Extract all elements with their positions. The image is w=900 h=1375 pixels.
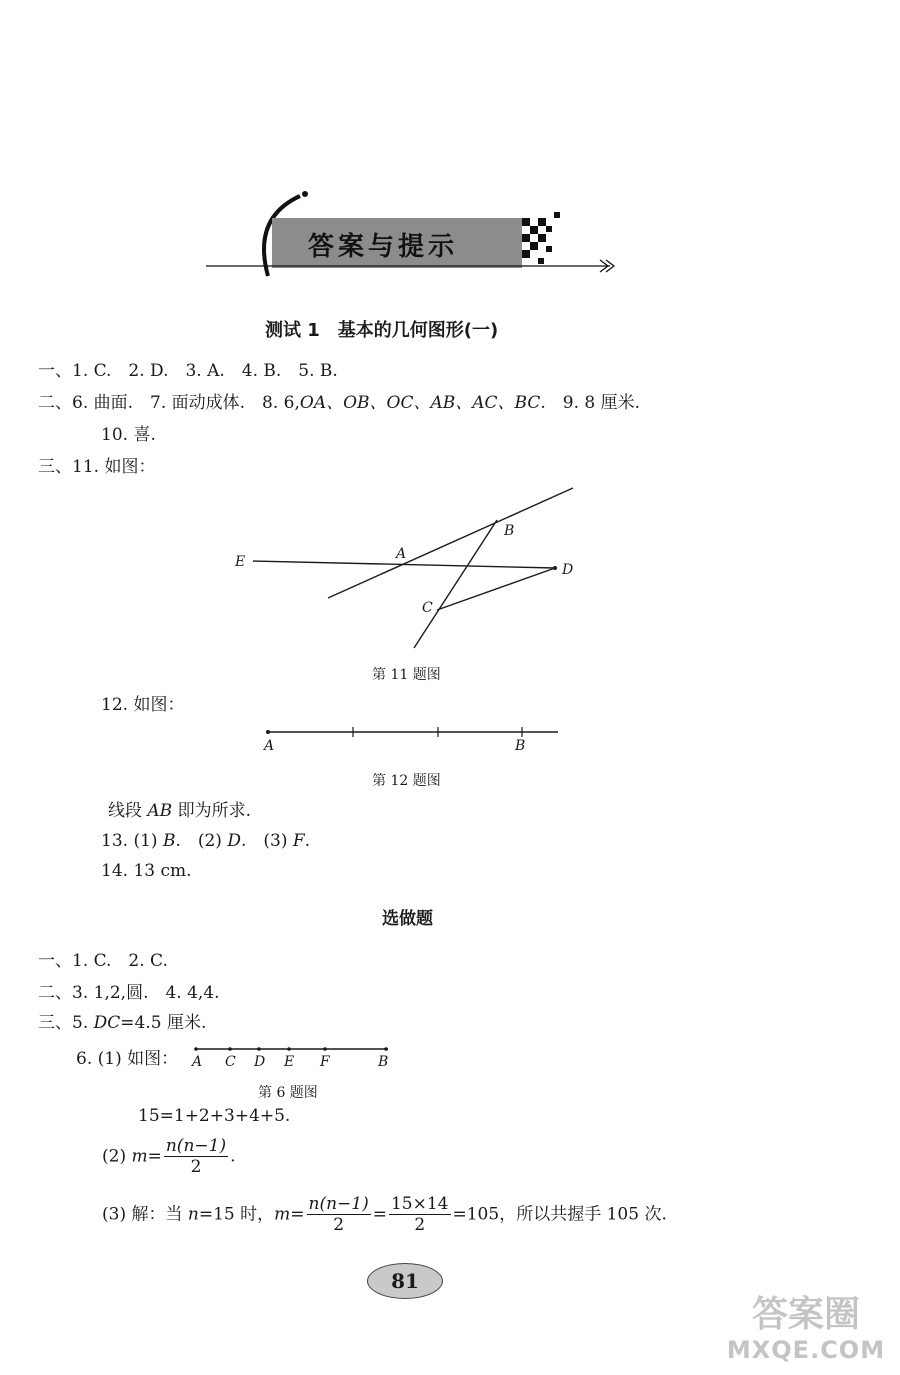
formula-line-2	[102, 1136, 236, 1186]
formula-3-numerator-general: n(n−1)	[308, 1194, 369, 1214]
handshake-sum: 15=1+2+3+4+5.	[138, 1106, 291, 1126]
fig12-label-b: B	[515, 738, 526, 754]
optional-title: 选做题	[382, 909, 433, 929]
figure-6-caption: 第 6 题图	[258, 1085, 318, 1101]
banner-title: 答案与提示	[308, 232, 459, 262]
answer-13-part-3-label: . (3)	[240, 831, 293, 851]
figure-11-caption: 第 11 题图	[372, 667, 441, 683]
answer-2-segments: OA、OB、OC、AB、AC、BC	[299, 393, 541, 413]
formula-3-equals-1: =	[290, 1204, 305, 1225]
fig6-label-a: A	[192, 1054, 203, 1070]
answer-line-10: 10. 喜.	[101, 425, 156, 445]
fig6-label-e: E	[284, 1054, 295, 1070]
formula-3-numerator-value: 15×14	[390, 1194, 449, 1214]
section-title: 测试 1 基本的几何图形(一)	[265, 320, 499, 341]
fig11-label-a: A	[396, 546, 407, 562]
fig6-label-b: B	[378, 1054, 389, 1070]
formula-line-3	[102, 1194, 667, 1244]
segment-c-d	[437, 568, 555, 610]
watermark	[716, 1294, 896, 1370]
formula-2-label: (2)	[102, 1146, 132, 1167]
formula-3-label: (3) 解：当	[102, 1204, 188, 1225]
formula-3-mid: =15 时，	[198, 1204, 275, 1225]
fig11-label-d: D	[562, 562, 574, 578]
watermark-url: MXQE.COM	[726, 1336, 886, 1364]
formula-2-variable: m	[131, 1146, 148, 1167]
answer-line-12: 12. 如图：	[101, 695, 185, 715]
optional-line-3	[38, 1012, 206, 1034]
answer-line-13	[101, 830, 310, 852]
formula-2-end: .	[230, 1146, 236, 1167]
figure-11	[225, 482, 585, 652]
formula-3-fraction-general	[307, 1194, 371, 1235]
answer-12-segment: AB	[147, 801, 173, 821]
line-through-b-c	[414, 520, 497, 648]
optional-3-prefix: 三、5.	[38, 1013, 94, 1033]
formula-3-fraction-value	[389, 1194, 451, 1235]
formula-3-result: =105，所以共握手 105 次.	[452, 1204, 667, 1225]
formula-2-fraction	[164, 1136, 228, 1177]
answer-line-14: 14. 13 cm.	[101, 861, 192, 881]
answer-line-11: 三、11. 如图：	[38, 457, 156, 477]
answer-line-1: 一、1. C. 2. D. 3. A. 4. B. 5. B.	[38, 361, 338, 381]
answer-12-prefix: 线段	[108, 801, 148, 821]
figure-6	[188, 1040, 398, 1070]
answer-13-part-1-value: B	[162, 831, 176, 851]
fig11-label-e: E	[235, 554, 246, 570]
fig6-label-c: C	[225, 1054, 236, 1070]
answer-13-part-3-value: F	[292, 831, 305, 851]
answer-line-2	[38, 392, 640, 414]
answer-13-end: .	[304, 831, 311, 851]
fig11-label-b: B	[504, 523, 515, 539]
optional-line-1: 一、1. C. 2. C.	[38, 951, 168, 971]
formula-3-denominator-value: 2	[414, 1215, 426, 1235]
answer-12-suffix: 即为所求.	[172, 801, 251, 821]
answer-12-conclusion	[108, 800, 251, 822]
line-e-d	[253, 561, 555, 568]
answer-2-suffix: . 9. 8 厘米.	[540, 393, 641, 413]
formula-3-equals-2: =	[372, 1204, 387, 1225]
optional-line-6: 6. (1) 如图：	[76, 1049, 179, 1069]
formula-2-numerator: n(n−1)	[165, 1136, 227, 1156]
answer-13-part-1-label: 13. (1)	[101, 831, 163, 851]
figure-12-caption: 第 12 题图	[372, 773, 441, 789]
page-number-badge	[367, 1263, 443, 1299]
optional-3-suffix: =4.5 厘米.	[120, 1013, 207, 1033]
fig12-label-a: A	[264, 738, 275, 754]
formula-3-m: m	[274, 1204, 291, 1225]
fig6-label-d: D	[254, 1054, 266, 1070]
page-number: 81	[391, 1269, 419, 1293]
answer-13-part-2-label: . (2)	[175, 831, 228, 851]
fig6-label-f: F	[320, 1054, 330, 1070]
line-through-a-b	[328, 488, 573, 598]
formula-3-n: n	[187, 1204, 199, 1225]
header-banner	[200, 188, 620, 278]
formula-2-equals: =	[147, 1146, 162, 1167]
watermark-logo: 答案圈	[751, 1294, 860, 1335]
answer-13-part-2-value: D	[227, 831, 241, 851]
fig11-label-c: C	[422, 600, 433, 616]
optional-line-2: 二、3. 1,2,圆. 4. 4,4.	[38, 983, 220, 1003]
optional-3-variable: DC	[93, 1013, 121, 1033]
formula-2-denominator: 2	[190, 1157, 202, 1177]
figure-12	[258, 720, 568, 754]
answer-2-prefix: 二、6. 曲面. 7. 面动成体. 8. 6,	[38, 393, 300, 413]
formula-3-denominator-general: 2	[333, 1215, 345, 1235]
